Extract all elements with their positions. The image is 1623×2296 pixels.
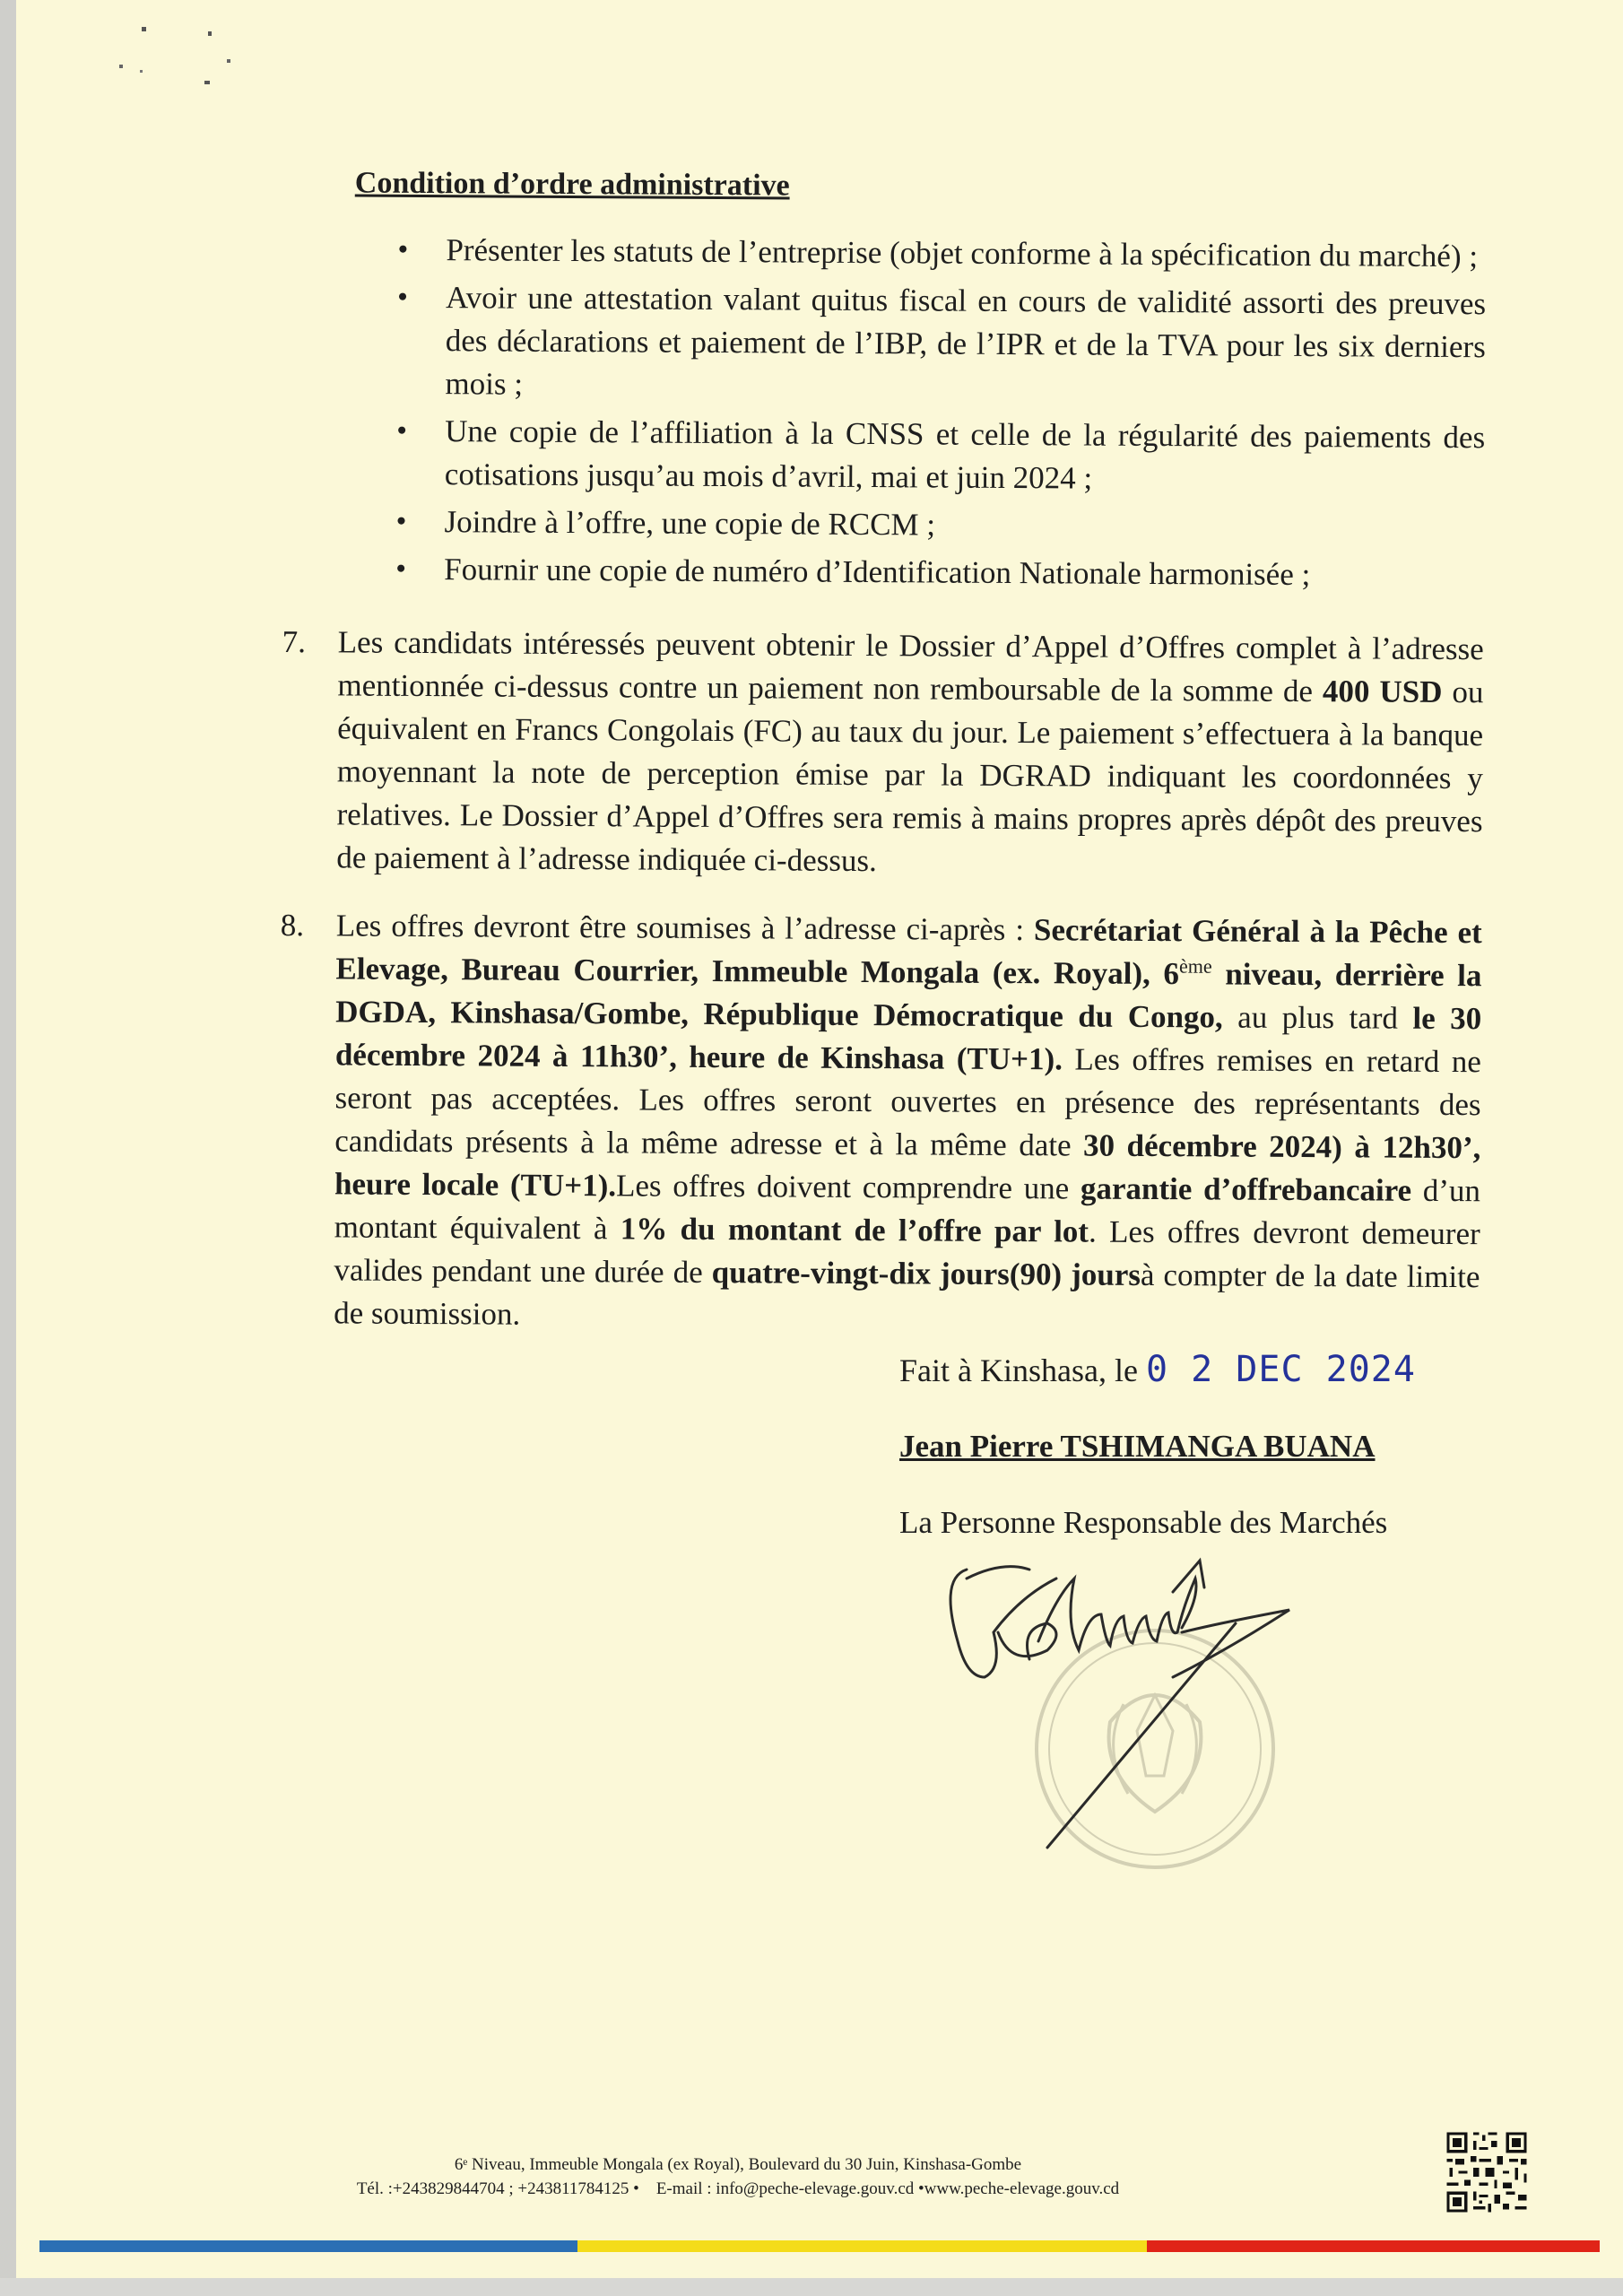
- flag-color-bar: [39, 2240, 1600, 2252]
- document-page: [16, 0, 1623, 2278]
- clause-text: Les offres doivent comprendre une: [615, 1168, 1081, 1206]
- list-item: • Joindre à l’offre, une copie de RCCM ;: [444, 500, 1484, 550]
- clause-bold: Secrétariat Général à la Pêche et Elevage, Bureau Courrier, Immeuble Mongala (ex. Royal), 6: [335, 912, 1482, 992]
- clause-text: au plus tard: [1222, 999, 1413, 1036]
- requirements-list: [273, 228, 1486, 597]
- clause-bold: quatre-vingt-dix jours(90) jours: [711, 1254, 1141, 1292]
- footer-phone: Tél. :+243829844704 ; +243811784125: [356, 2179, 629, 2198]
- clause-bold: garantie d’offrebancaire: [1080, 1170, 1412, 1208]
- footer-contacts: [0, 2177, 1623, 2201]
- official-seal-icon: [1037, 1631, 1273, 1867]
- list-item: • Une copie de l’affiliation à la CNSS et celle de la régularité des paiements des cotisations jusqu’au mois d’avril, mai et juin 2024 ;: [445, 410, 1486, 502]
- place-label: Fait à Kinshasa, le: [899, 1352, 1138, 1388]
- clause-text: Les offres remises en retard ne seront pas acceptées. Les offres seront ouvertes en présence des représentants des candidats présents à la même adresse et à la même date: [334, 1041, 1481, 1163]
- clause-bold: 400 USD: [1322, 674, 1443, 709]
- footer-separator: •: [633, 2179, 656, 2198]
- clause-number: 8.: [280, 908, 305, 944]
- signer-name: Jean Pierre TSHIMANGA BUANA: [899, 1429, 1376, 1464]
- qr-code-icon: [1444, 2129, 1530, 2215]
- clause-number: 7.: [282, 624, 307, 660]
- clause-sup: ème: [1178, 954, 1212, 978]
- clause-bold: 1% du montant de l’offre par lot: [620, 1211, 1089, 1249]
- clause-bold: 30 décembre 2024) à 12h30’, heure locale (TU+1).: [334, 1127, 1481, 1204]
- signature-block: [899, 1347, 1416, 1541]
- scan-bottom-edge: [0, 2278, 1623, 2296]
- signature-and-seal: [931, 1543, 1415, 1883]
- signer-role: La Personne Responsable des Marchés: [899, 1505, 1388, 1540]
- clause-text: d’un montant équivalent à: [334, 1172, 1481, 1247]
- list-item: • Avoir une attestation valant quitus fiscal en cours de validité assorti des preuves des déclarations et paiement de l’IBP, de l’IPR et de la TVA pour les six derniers mois ;: [445, 276, 1486, 412]
- page-footer: [16, 2152, 1623, 2201]
- signature-icon: [950, 1561, 1289, 1848]
- scan-specks: [115, 18, 258, 99]
- footer-website: •www.peche-elevage.gouv.cd: [918, 2179, 1120, 2198]
- list-item: • Fournir une copie de numéro d’Identification Nationale harmonisée ;: [444, 548, 1484, 597]
- flag-blue-segment: [39, 2240, 577, 2252]
- clause-text: Les candidats intéressés peuvent obtenir le Dossier d’Appel d’Offres complet à l’adresse mentionnée ci-dessus contre un paiement non remboursable de la somme de: [337, 624, 1484, 709]
- date-stamp: 0 2 DEC 2024: [1145, 1349, 1416, 1390]
- scan-edge: [0, 0, 16, 2296]
- clause-7: [282, 621, 1484, 886]
- clause-8: [280, 904, 1482, 1342]
- numbered-clauses: [269, 621, 1484, 1342]
- place-date: [899, 1347, 1416, 1393]
- document-body: [269, 161, 1487, 1367]
- section-title: Condition d’ordre administrative: [354, 166, 790, 203]
- clause-bold: le 30 décembre 2024 à 11h30’, heure de Kinshasa (TU+1).: [334, 1000, 1482, 1077]
- flag-yellow-segment: [577, 2240, 1147, 2252]
- clause-text: Les offres devront être soumises à l’adresse ci-après :: [335, 908, 1035, 948]
- clause-bold: niveau, derrière la DGDA, Kinshasa/Gombe, République Démocratique du Congo,: [335, 956, 1482, 1035]
- list-item: • Présenter les statuts de l’entreprise (objet conforme à la spécification du marché) ;: [446, 229, 1486, 278]
- footer-address: 6ᵉ Niveau, Immeuble Mongala (ex Royal), Boulevard du 30 Juin, Kinshasa-Gombe: [454, 2155, 1022, 2174]
- flag-red-segment: [1147, 2240, 1600, 2252]
- footer-email: E-mail : info@peche-elevage.gouv.cd: [655, 2179, 915, 2198]
- clause-text: . Les offres devront demeurer valides pendant une durée de: [334, 1213, 1480, 1290]
- clause-text: ou équivalent en Francs Congolais (FC) au taux du jour. Le paiement s’effectuera à la banque moyennant la note de perception émise par la DGRAD indiquant les coordonnées y relatives. Le Dossier d’Appel d’Offres sera remis à mains propres après dépôt des preuves de paiement à l’adresse indiquée ci-dessus.: [336, 674, 1484, 879]
- clause-text: à compter de la date limite de soumission.: [334, 1257, 1480, 1332]
